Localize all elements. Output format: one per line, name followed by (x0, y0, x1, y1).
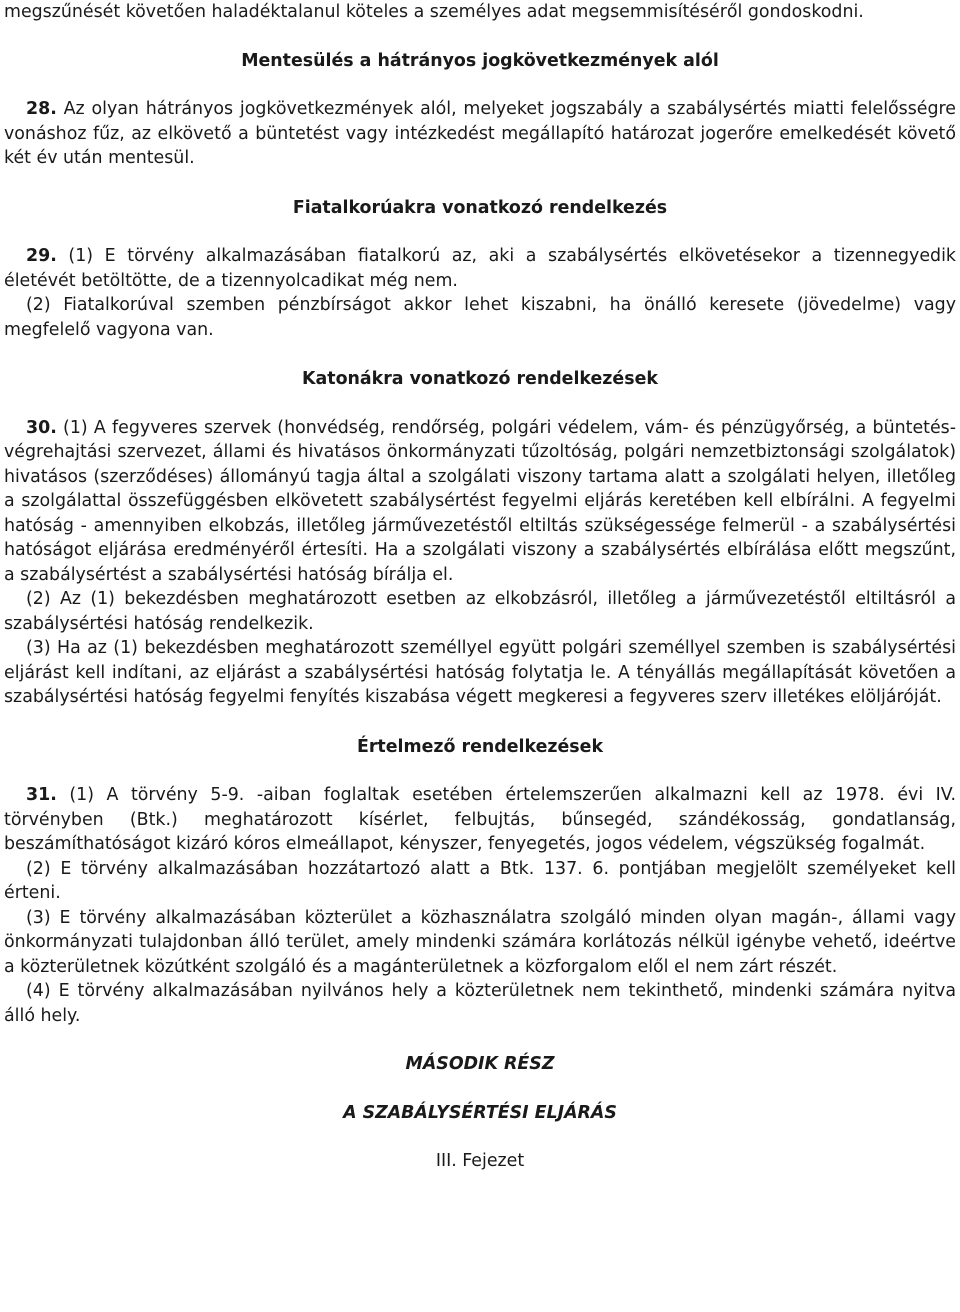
section-text: (1) A törvény 5-9. -aiban foglaltak esetében értelemszerűen alkalmazni kell az 1978. évi IV. törvényben (Btk.) meghatározott kísérlet, felbujtás, bűnsegéd, szándékosság, gondatlanság, beszámíthatóságot kizáró kóros elmeállapot, kényszer, fenyegetés, jogos védelem, végszükség fogalmát. (4, 785, 956, 854)
section-text: Az olyan hátrányos jogkövetkezmények alól, melyeket jogszabály a szabálysértés miatti felelősségre vonáshoz fűz, az elkövető a büntetést vagy intézkedést megállapító határozat jogerőre emelkedését követő két év után mentesül. (4, 99, 956, 168)
heading-katonakra: Katonákra vonatkozó rendelkezések (302, 369, 658, 389)
heading-szabalysertesi-eljaras: A SZABÁLYSÉRTÉSI ELJÁRÁS (343, 1102, 617, 1123)
section-30-paragraph-1 (4, 416, 956, 588)
section-31-paragraph-2: (2) E törvény alkalmazásában hozzátartozó alatt a Btk. 137. 6. pontjában megjelölt személyeket kell érteni. (4, 858, 956, 903)
section-31-paragraph-4: (4) E törvény alkalmazásában nyilvános hely a közterületnek nem tekinthető, mindenki számára nyitva álló hely. (4, 981, 956, 1026)
heading-ertelmezo: Értelmező rendelkezések (356, 736, 604, 757)
section-number: 28. (26, 99, 57, 119)
heading-mentesules: Mentesülés a hátrányos jogkövetkezmények alól (241, 50, 719, 71)
section-30-paragraph-3: (3) Ha az (1) bekezdésben meghatározott személlyel együtt polgári személlyel szemben is szabálysértési eljárást kell indítani, az eljárást a szabálysértési hatóság folytatja le. A tényállás megállapítását követően a szabálysértési hatóság fegyelmi fenyítés kiszabása végett megkeresi a fegyveres szerv illetékes elöljáróját. (4, 638, 956, 707)
section-30-paragraph-2: (2) Az (1) bekezdésben meghatározott esetben az elkobzásról, illetőleg a járművezetéstől eltiltásról a szabálysértési hatóság rendelkezik. (4, 589, 956, 634)
section-number: 29. (26, 246, 57, 266)
section-28 (4, 97, 956, 171)
heading-fejezet: III. Fejezet (435, 1151, 525, 1171)
heading-masodik-resz: MÁSODIK RÉSZ (405, 1054, 555, 1074)
section-text: (1) A fegyveres szervek (honvédség, rendőrség, polgári védelem, vám- és pénzügyőrség, a büntetés-végrehajtási szervezet, állami és hivatásos önkormányzati tűzoltóság, polgári nemzetbiztonsági szolgálatok) hivatásos (szerződéses) állományú tagja által a szolgálati viszony tartama alatt a szolgálati helyen, illetőleg a szolgálattal összefüggésben elkövetett szabálysértést fegyelmi eljárás keretében kell elbírálni. A fegyelmi hatóság - amennyiben elkobzás, illetőleg járművezetéstől eltiltás szükségessége felmerül - a szabálysértési hatóságot eljárása eredményéről értesíti. Ha a szolgálati viszony a szabálysértés elbírálása előtt megszűnt, a szabálysértést a szabálysértési hatóság bírálja el. (4, 417, 956, 585)
section-29-paragraph-1 (4, 244, 956, 293)
section-number: 30. (26, 417, 57, 438)
document-page (4, 0, 956, 1174)
section-text: (1) E törvény alkalmazásában fiatalkorú az, aki a szabálysértés elkövetésekor a tizennegyedik életévét betöltötte, de a tizennyolcadikat még nem. (4, 246, 956, 291)
section-number: 31. (26, 785, 57, 805)
heading-fiatalkoru: Fiatalkorúakra vonatkozó rendelkezés (292, 197, 668, 218)
paragraph-intro: megszűnését követően haladéktalanul köteles a személyes adat megsemmisítéséről gondoskodni. (4, 2, 864, 22)
section-29-paragraph-2: (2) Fiatalkorúval szemben pénzbírságot akkor lehet kiszabni, ha önálló keresete (jövedelme) vagy megfelelő vagyona van. (4, 295, 956, 340)
section-31-paragraph-1 (4, 783, 956, 857)
section-31-paragraph-3: (3) E törvény alkalmazásában közterület a közhasználatra szolgáló minden olyan magán-, állami vagy önkormányzati tulajdonban álló terület, amely mindenki számára korlátozás nélkül igénybe vehető, ideértve a közterületnek közútként szolgáló és a magánterületnek a közforgalom elől el nem zárt részét. (4, 907, 956, 977)
